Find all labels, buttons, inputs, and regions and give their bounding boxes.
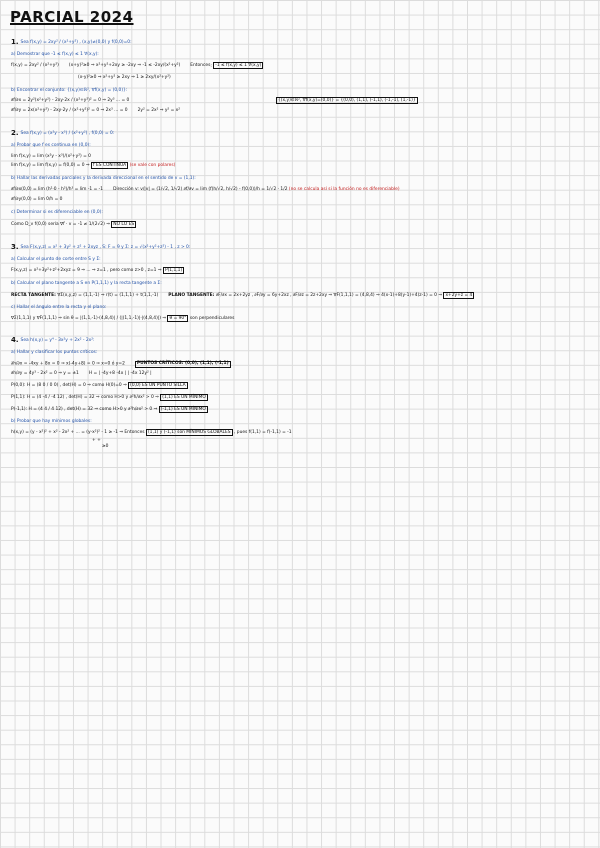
q2-b-line1: ∂f/∂x(0,0) = lim (h²·0 - h³)/h³ = lim -1 = -1 Dirección v: v/|v| = (1/√2, 1/√2) ∂f/∂v = lim (f(h/√2, h/√2) - f(0,0))/h = 1/√2 · 1/2 (no se calcula así si la función no es diferenciable) — [11, 187, 400, 192]
q4-p1: P(0,0): H = (8 0 / 0 0) , det(H) = 0 ⇒ como H(0)=0 ⇒ (0,0) ES UN PUNTO SILLA — [11, 383, 186, 388]
q3-b-result: x+2y+z = 4 — [445, 293, 473, 298]
q4-a-line2: ∂h/∂y = 4y³ - 2x² = 0 ⇒ y = ±1 H = | -4y+8 -4x | | -4x 12y² | — [11, 371, 152, 376]
q2-b-note: (no se calcula así si la función no es diferenciable) — [288, 187, 400, 192]
q4-p3: P(-1,1): H = (4 4 / 4 12) , det(H) = 32 ⇒ como H>0 y ∂²h/∂x² > 0 ⇒ (-1,1) ES UN MÍNIMO — [11, 407, 206, 412]
q4-p2-result: (1,1) ES UN MÍNIMO — [162, 395, 206, 400]
q4-critical-points-label: PUNTOS CRÍTICOS: (0,0), (1,1), (-1,1) — [136, 361, 229, 366]
q1-b-line1: ∂f/∂x = 2y²(x²+y²) - 2xy·2x / (x²+y²)² = 0 ⇒ 2y³ ... = 0 — [11, 98, 130, 103]
q3-a-result: P(1,1,1) — [164, 268, 183, 273]
q4-a-label: a) Hallar y clasificar los puntos críticos: — [11, 350, 98, 355]
q2-number: 2. — [11, 129, 19, 137]
q2-a-note: (se vale con polares) — [129, 163, 176, 168]
q3-c-label: c) Hallar el ángulo entre la recta y el plano: — [11, 305, 107, 310]
q3-c-line1: ∇Σ(1,1,1) y ∇F(1,1,1) ⇒ sin θ = |(1,1,-1)·(4,8,4)| / (|(1,1,-1)|·|(4,8,4)|) ⇒ θ = 90° son perpendiculares — [11, 316, 235, 321]
q2-c-line1: Como D_v f(0,0) sería ∇f · v = -1 ≠ 1/(2√2) ⇒ NO LO ES — [11, 222, 135, 227]
q4-b-label: b) Probar que hay mínimos globales: — [11, 419, 92, 424]
q3-b-line1: RECTA TANGENTE: ∇Σ(x,y,z) = (1,1,-1) ⇒ r(t) = (1,1,1) + t(1,1,-1) PLANO TANGENTE: ∂F/∂x = 2x+2yz , ∂F/∂y = 6y+2xz , ∂F/∂z = 2z+2xy ⇒ ∇F(1,1,1) = (4,8,4) ⇒ 4(x-1)+8(y-1)+4(z-1) = 0 ⇒ x+2y+z = 4 — [11, 293, 473, 298]
page-title: PARCIAL 2024 — [10, 8, 134, 26]
q3-c-result: θ = 90° — [169, 316, 187, 321]
q1-a-label: a) Demostrar que -1 ≤ f(x,y) ≤ 1 ∀(x,y): — [11, 52, 99, 57]
q2-a-label: a) Probar que f es continua en (0,0): — [11, 143, 91, 148]
q1-statement: 1. Sea f(x,y) = 2xy² / (x²+y²) , (x,y)≠(0,0) y f(0,0)=0: — [11, 38, 132, 46]
q2-c-label: c) Determinar si es diferenciable en (0,0): — [11, 210, 103, 215]
q2-statement: 2. Sea f(x,y) = (x²y - x³) / (x²+y²) , f(0,0) = 0: — [11, 129, 115, 137]
q1-a-line2: (x-y)²≥0 ⇒ x²+y² ≥ 2xy ⇒ 1 ≥ 2xy/(x²+y²) — [78, 75, 171, 80]
q4-p3-result: (-1,1) ES UN MÍNIMO — [160, 407, 206, 412]
q4-b-result: (1,1) y (-1,1) son MÍNIMOS GLOBALES — [147, 430, 231, 435]
q2-c-result: NO LO ES — [113, 222, 135, 227]
q4-statement: 4. Sea h(x,y) = y⁴ - 3x²y + 2x² - 2x²: — [11, 336, 95, 344]
q1-b-result: {(x,y)∈ℝ², ∇f(x,y)=(0,0)} = {(0,0), (1,1), (-1,1), (-1,-1), (1,-1)} — [278, 98, 416, 103]
q1-b-label: b) Encontrar el conjunto: {(x,y)∈ℝ², ∇f(x,y) = (0,0)}: — [11, 88, 128, 93]
q2-b-label: b) Hallar las derivadas parciales y la derivada direccional en el sentido de v = (1,1): — [11, 176, 196, 181]
q2-a-line1: lim f(x,y) = lim (x²y - x³)/(x²+y²) = 0 — [11, 154, 91, 159]
q4-b-underbrace: + + — [92, 438, 101, 443]
q4-b-line1: h(x,y) = (y - x²)² + x² - 2x² + ... = (y-x²)² - 1 ≥ -1 ⇒ Entonces (1,1) y (-1,1) son MÍNIMOS GLOBALES , pues f(1,1) = f(-1,1) = -1 — [11, 430, 292, 435]
q4-b-underbrace-label: ≥0 — [102, 444, 109, 449]
q3-a-label: a) Calcular el punto de corte entre S y Σ: — [11, 257, 101, 262]
q1-number: 1. — [11, 38, 19, 46]
q4-p2: P(1,1): H = (4 -4 / -4 12) , det(H) = 32 ⇒ como H>0 y ∂²h/∂x² > 0 ⇒ (1,1) ES UN MÍNIMO — [11, 395, 206, 400]
q1-a-result: -1 ≤ f(x,y) ≤ 1 ∀(x,y) — [215, 63, 262, 68]
q4-p1-result: (0,0) ES UN PUNTO SILLA — [130, 383, 186, 388]
q4-number: 4. — [11, 336, 19, 344]
q4-a-line1: ∂h/∂x = -4xy + 8x = 0 ⇒ x(-4y+8) = 0 ⇒ x=0 ó y=2 PUNTOS CRÍTICOS: (0,0), (1,1), (-1,1) — [11, 361, 229, 367]
q3-number: 3. — [11, 243, 19, 251]
q3-a-line1: F(x,y,z) = x²+3y²+z²+2xyz = 9 ⇒ ... ⇒ z=1 , pero como z>0 , z=1 ⇒ P(1,1,1) — [11, 268, 183, 273]
q1-b-line2: ∂f/∂y = 2x(x²+y²) - 2xy·2y / (x²+y²)² = 0 ⇒ 2x³ ... = 0 2y² = 2x² ⇒ y² = x² — [11, 108, 181, 113]
q3-b-label: b) Calcular el plano tangente a S en P(1,1,1) y la recta tangente a Σ: — [11, 281, 162, 286]
q2-a-line2: lim f(x,y) = lim f(x,y) = f(0,0) = 0 ⇒ f ES CONTINUA (se vale con polares) — [11, 163, 176, 168]
q2-b-line2: ∂f/∂y(0,0) = lim 0/h = 0 — [11, 197, 63, 202]
q1-a-line1: f(x,y) = 2xy² / (x²+y²) (x+y)²≥0 ⇒ x²+y²+2xy ≥ -2xy ⇒ -1 ≤ -2xy/(x²+y²) Entonces: -1 ≤ f(x,y) ≤ 1 ∀(x,y) — [11, 63, 262, 69]
q2-a-result: f ES CONTINUA — [93, 163, 127, 168]
q3-statement: 3. Sea F(x,y,z) = x² + 3y² + z² + 2xyz , S: F = 9 y Σ: z = √(x²+y²+z²) - 1 , z > 0: — [11, 243, 191, 251]
